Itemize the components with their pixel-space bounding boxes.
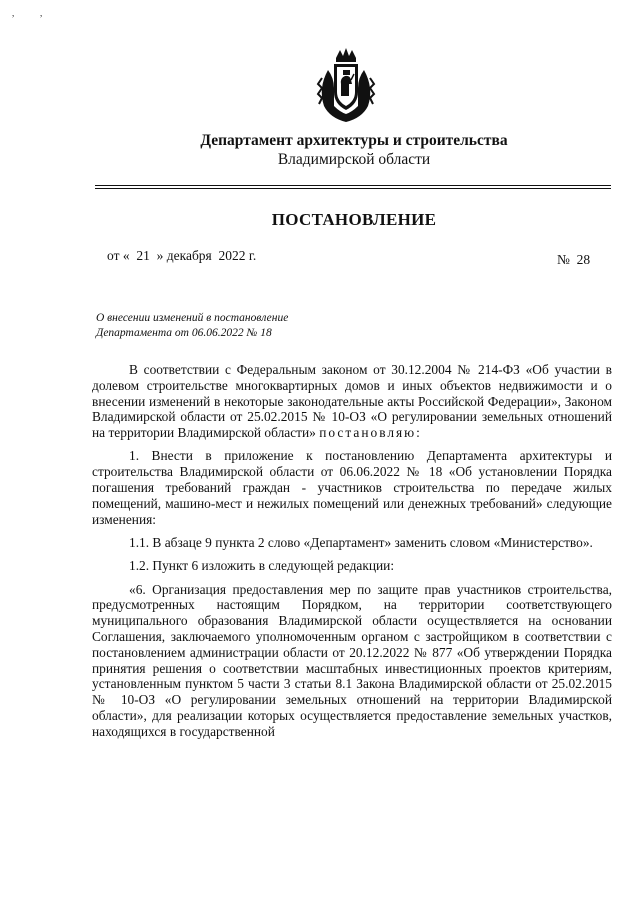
decree-word: постановляю: [319, 425, 422, 441]
subject-line: Департамента от 06.06.2022 № 18 [96, 327, 272, 339]
date-month-year: декабря 2022 г. [166, 248, 257, 263]
coat-of-arms-icon [314, 48, 378, 124]
header-divider [95, 188, 611, 189]
paragraph-item-6: «6. Организация предоставления мер по защите прав участников строительства, предусмотренных настоящим Порядком, на территории соответствующего муниципального образования Владимирской области осуществляется на основании Соглашения, заключаемого уполномоченным органом с застройщиком в соответствии с постановлением администрации области от 20.12.2022 № 877 «Об утверждении Порядка принятия решения о соответствии масштабных инвестиционных проектов критериям, установленным пунктом 5 части 3 статьи 8.1 Закона Владимирской области от 25.02.2015 № 10-ОЗ «О регулировании земельных отношений на территории Владимирской области», для реализации которых осуществляется предоставление земельных участков, находящихся в государственной [92, 581, 612, 739]
document-number: № 28 [557, 252, 591, 267]
scan-artifact-mark: , [12, 8, 15, 18]
preamble-paragraph [92, 362, 612, 441]
document-date [107, 248, 256, 264]
date-prefix: от [107, 248, 120, 263]
paragraph-item-1: 1. Внести в приложение к постановлению Департамента архитектуры и строительства Владимирской области от 06.06.2022 № 18 «Об установлении Порядка погашения требований граждан - участников строительства по передаче жилых помещений, машино-мест и нежилых помещений или денежных требований» следующие изменения: [92, 448, 612, 527]
document-title: ПОСТАНОВЛЕНИЕ [271, 210, 437, 229]
organization-region: Владимирской области [277, 151, 431, 168]
document-subject [96, 311, 396, 341]
preamble-text: В соответствии с Федеральным законом от 30.12.2004 № 214-ФЗ «Об участии в долевом строительстве многоквартирных домов и иных объектов недвижимости и о внесении изменений в некоторые законодательные акты Российской Федерации», Законом Владимирской области от 25.02.2015 № 10-ОЗ «О регулировании земельных отношений на территории Владимирской области» [92, 362, 612, 441]
organization-name: Департамент архитектуры и строительства [200, 132, 508, 149]
scan-artifact-mark: , [40, 8, 43, 18]
paragraph-item-1-1: 1.1. В абзаце 9 пункта 2 слово «Департамент» заменить словом «Министерство». [129, 534, 593, 550]
date-day: « 21 » [122, 248, 164, 263]
document-body [92, 362, 612, 747]
paragraph-item-1-2: 1.2. Пункт 6 изложить в следующей редакции: [129, 558, 395, 574]
header-divider [95, 185, 611, 186]
subject-line: О внесении изменений в постановление [96, 312, 289, 324]
